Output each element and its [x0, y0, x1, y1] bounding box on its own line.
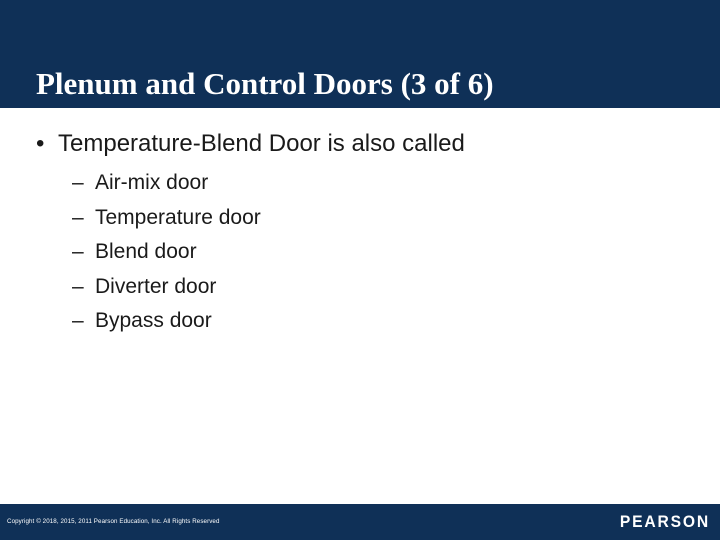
list-item-text: Air-mix door: [95, 171, 209, 194]
dash-marker: –: [72, 274, 84, 298]
list-item-text: Bypass door: [95, 309, 212, 332]
list-item: [72, 166, 261, 201]
pearson-logo: PEARSON: [619, 512, 710, 531]
dash-marker: –: [72, 309, 84, 332]
dash-marker: –: [72, 171, 84, 194]
list-item: [72, 201, 261, 236]
dash-marker: –: [72, 240, 84, 263]
footer-bar: [0, 504, 720, 540]
main-bullet: [36, 127, 465, 161]
list-item-text: Blend door: [95, 240, 197, 263]
slide-title: Plenum and Control Doors (3 of 6): [36, 66, 494, 101]
list-item: [72, 304, 261, 339]
list-item-text: Diverter door: [95, 274, 217, 298]
dash-marker: –: [72, 205, 84, 229]
list-item: [72, 235, 261, 270]
copyright-notice: Copyright © 2018, 2015, 2011 Pearson Education, Inc. All Rights Reserved: [7, 518, 220, 525]
sub-bullet-list: [72, 166, 261, 339]
list-item: [72, 270, 261, 305]
main-bullet-text: Temperature-Blend Door is also called: [58, 130, 465, 157]
list-item-text: Temperature door: [95, 205, 261, 229]
bullet-marker: •: [36, 130, 45, 157]
